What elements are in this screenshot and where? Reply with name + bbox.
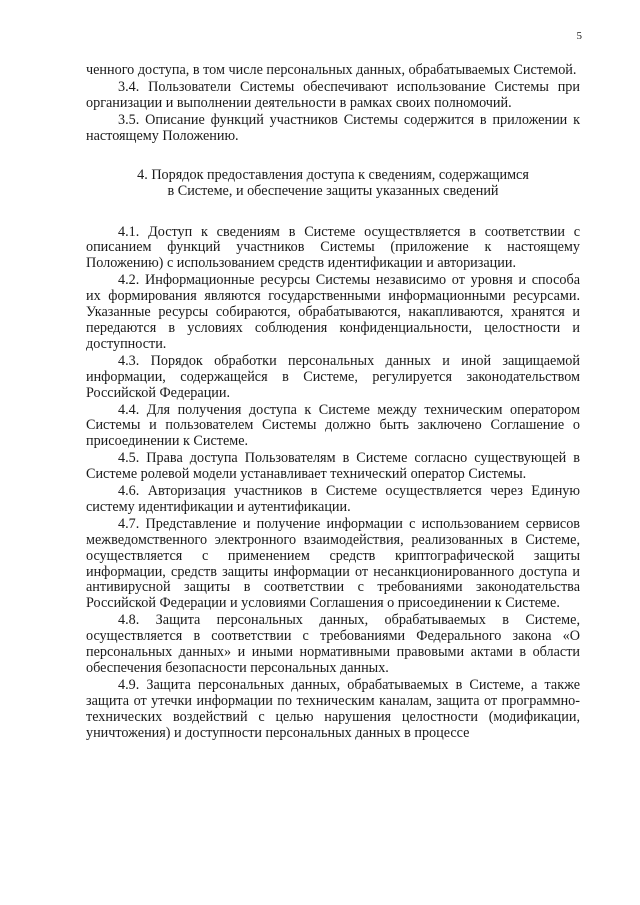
paragraph-4-5: 4.5. Права доступа Пользователям в Системе согласно существующей в Системе ролевой модели устанавливает технический оператор Системы. [86, 450, 580, 483]
paragraph-4-2: 4.2. Информационные ресурсы Системы независимо от уровня и способа их формирования являются государственными информационными ресурсами. Указанные ресурсы собираются, обрабатываются, накапливаются, хранятся и передаются в условиях соблюдения конфиденциальности, целостности и доступности. [86, 272, 580, 352]
section-heading [86, 167, 580, 199]
paragraph-3-4: 3.4. Пользователи Системы обеспечивают использование Системы при организации и выполнении деятельности в рамках своих полномочий. [86, 78, 580, 111]
paragraph-4-3: 4.3. Порядок обработки персональных данных и иной защищаемой информации, содержащейся в Системе, регулируется законодательством Российской Федерации. [86, 352, 580, 401]
paragraph-continued: ченного доступа, в том числе персональных данных, обрабатываемых Системой. [86, 62, 577, 78]
paragraph-4-1: 4.1. Доступ к сведениям в Системе осуществляется в соответствии с описанием функций участников Системы (приложение к настоящему Положению) с использованием средств идентификации и авторизации. [86, 223, 580, 272]
paragraph-4-6: 4.6. Авторизация участников в Системе осуществляется через Единую систему идентификации и аутентификации. [86, 483, 580, 515]
paragraph-4-8: 4.8. Защита персональных данных, обрабатываемых в Системе, осуществляется в соответствии с требованиями Федерального закона «О персональных данных» и иными нормативными правовыми актами в области обеспечения безопасности персональных данных. [86, 612, 580, 676]
paragraph-4-9: 4.9. Защита персональных данных, обрабатываемых в Системе, а также защита от утечки информации по техническим каналам, защита от программно-технических воздействий с целью нарушения целостности (модификации, уничтожения) и доступности персональных данных в процессе [86, 676, 580, 741]
paragraph-4-4: 4.4. Для получения доступа к Системе между техническим оператором Системы и пользователем Системы должно быть заключено Соглашение о присоединении к Системе. [86, 401, 580, 450]
paragraph-4-7: 4.7. Представление и получение информации с использованием сервисов межведомственного электронного взаимодействия, реализованных в Системе, осуществляется с применением средств криптографической защиты информации, средств защиты информации от несанкционированного доступа и антивирусной защиты в соответствии с требованиями законодательства Российской Федерации и условиями Соглашения о присоединении к Системе. [86, 515, 580, 612]
document-body [86, 63, 580, 742]
paragraph-3-5: 3.5. Описание функций участников Системы содержится в приложении к настоящему Положению. [86, 111, 580, 144]
page-number: 5 [576, 30, 582, 42]
section-heading-line-2: в Системе, и обеспечение защиты указанных сведений [167, 182, 499, 199]
section-heading-line-1: 4. Порядок предоставления доступа к сведениям, содержащимся [137, 166, 529, 183]
